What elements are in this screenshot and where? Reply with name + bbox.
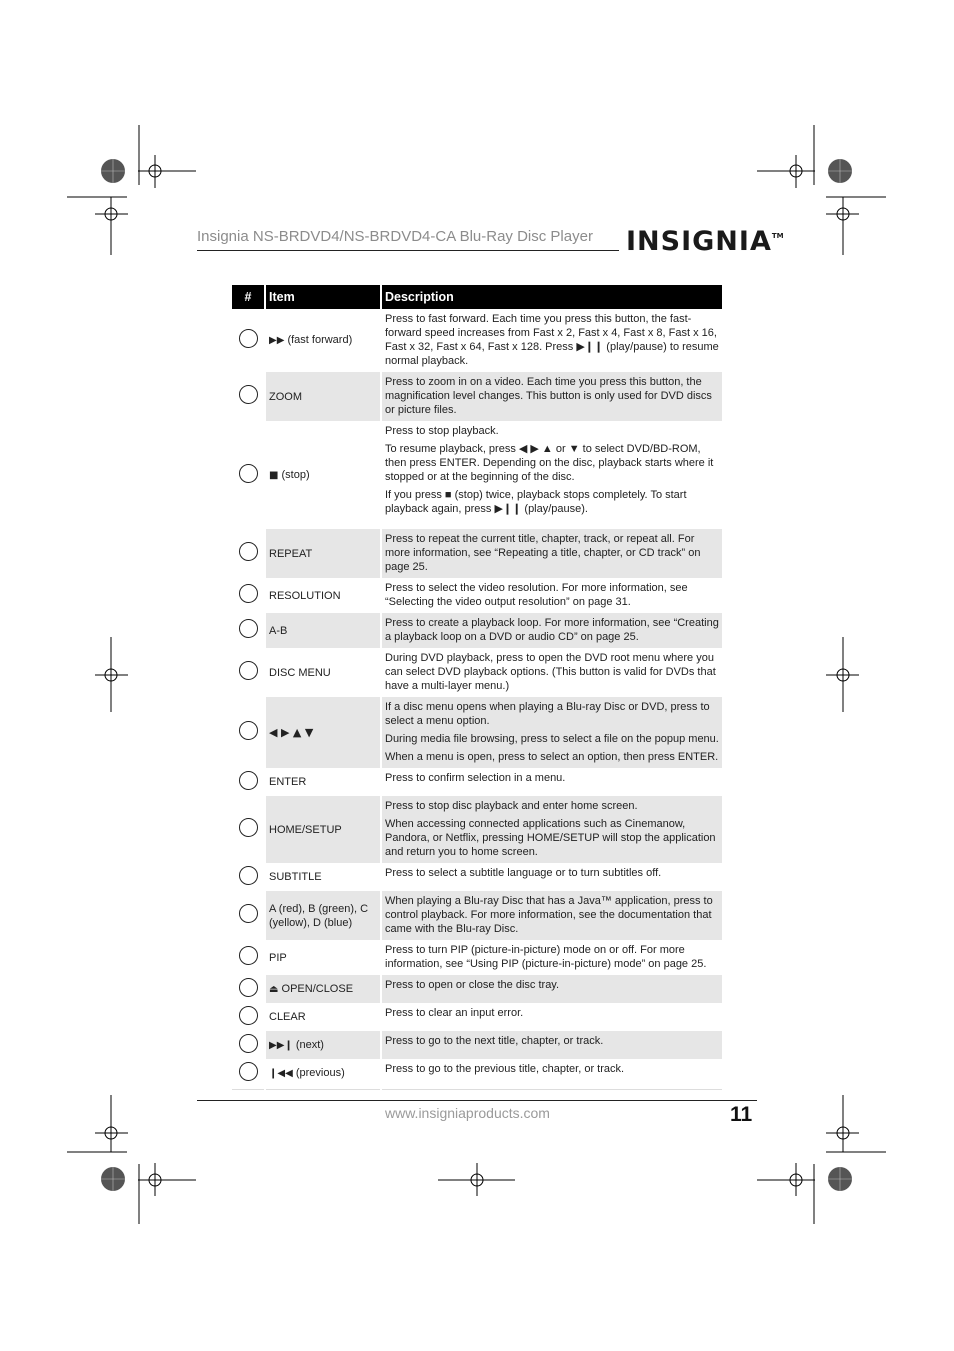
- callout-circle: [239, 1006, 258, 1025]
- description-cell: Press to zoom in on a video. Each time you press this button, the magnification level changes. This button is only used for DVD discs or picture files.: [381, 372, 722, 421]
- item-cell: A (red), B (green), C (yellow), D (blue): [265, 891, 381, 940]
- remote-buttons-table: [232, 285, 722, 1090]
- table-row: [232, 863, 722, 891]
- table-row: [232, 648, 722, 697]
- item-cell: REPEAT: [265, 529, 381, 578]
- callout-circle: [239, 978, 258, 997]
- stop-icon: ■: [269, 469, 279, 481]
- description-cell: Press to confirm selection in a menu.: [381, 768, 722, 796]
- description-cell: During DVD playback, press to open the DVD root menu where you can select DVD playback options. (This button is valid for DVDs that have a multi-layer menu.): [381, 648, 722, 697]
- description-cell: Press to stop playback. To resume playback, press ◀ ▶ ▲ or ▼ to select DVD/BD-ROM, then press ENTER. Depending on the disc, playback starts where it stopped or at the beginning of the disc. If you press ■ (stop) twice, playback stops completely. To start playback again, press ▶❙❙ (play/pause).: [381, 421, 722, 529]
- table-row: [232, 1003, 722, 1031]
- fast-forward-icon: ▶▶: [269, 335, 285, 346]
- description-cell: If a disc menu opens when playing a Blu-ray Disc or DVD, press to select a menu option. During media file browsing, press to select a file on the popup menu. When a menu is open, press to select an option, then press ENTER.: [381, 697, 722, 768]
- item-cell: ▶▶❙ (next): [265, 1031, 381, 1059]
- callout-circle: [239, 542, 258, 561]
- eject-icon: ⏏: [269, 983, 279, 995]
- callout-circle: [239, 866, 258, 885]
- item-cell: ■ (stop): [265, 421, 381, 529]
- table-row: [232, 578, 722, 613]
- table-row: [232, 975, 722, 1003]
- footer-divider: [197, 1100, 757, 1101]
- footer-url[interactable]: www.insigniaproducts.com: [385, 1105, 550, 1121]
- callout-circle: [239, 619, 258, 638]
- table-row: [232, 421, 722, 529]
- item-cell: SUBTITLE: [265, 863, 381, 891]
- next-icon: ▶▶❙: [269, 1039, 293, 1051]
- item-cell: ZOOM: [265, 372, 381, 421]
- description-cell: Press to clear an input error.: [381, 1003, 722, 1031]
- page-number: 11: [730, 1103, 753, 1126]
- column-header-number: #: [232, 285, 265, 309]
- previous-icon: ❙◀◀: [269, 1068, 293, 1080]
- callout-circle: [239, 904, 258, 923]
- item-cell: RESOLUTION: [265, 578, 381, 613]
- table-row: [232, 940, 722, 975]
- document-title: Insignia NS-BRDVD4/NS-BRDVD4-CA Blu-Ray Disc Player: [197, 228, 593, 245]
- table-row: [232, 891, 722, 940]
- item-cell: ❙◀◀ (previous): [265, 1059, 381, 1089]
- table-row: [232, 796, 722, 863]
- table-row: [232, 1031, 722, 1059]
- description-cell: When playing a Blu-ray Disc that has a Java™ application, press to control playback. For more information, see the documentation that came with the Blu-ray Disc.: [381, 891, 722, 940]
- callout-circle: [239, 946, 258, 965]
- insignia-logo: INSIGNIA™: [626, 226, 784, 257]
- description-cell: Press to select a subtitle language or to turn subtitles off.: [381, 863, 722, 891]
- item-cell: HOME/SETUP: [265, 796, 381, 863]
- column-header-item: Item: [265, 285, 381, 309]
- callout-circle: [239, 661, 258, 680]
- callout-circle: [239, 818, 258, 837]
- description-cell: Press to fast forward. Each time you press this button, the fast-forward speed increases from Fast x 2, Fast x 4, Fast x 8, Fast x 16, Fast x 32, Fast x 64, Fast x 128. Press ▶❙❙ (play/pause) to resume normal playback.: [381, 309, 722, 372]
- description-cell: Press to open or close the disc tray.: [381, 975, 722, 1003]
- description-cell: Press to go to the previous title, chapter, or track.: [381, 1059, 722, 1089]
- item-cell: ⏏ OPEN/CLOSE: [265, 975, 381, 1003]
- callout-circle: [239, 1034, 258, 1053]
- item-cell: A-B: [265, 613, 381, 648]
- callout-circle: [239, 329, 258, 348]
- column-header-description: Description: [381, 285, 722, 309]
- table-row: [232, 372, 722, 421]
- description-cell: Press to stop disc playback and enter home screen. When accessing connected applications such as Cinemanow, Pandora, or Netflix, pressing HOME/SETUP will stop the application and return you to home screen.: [381, 796, 722, 863]
- item-cell: CLEAR: [265, 1003, 381, 1031]
- item-cell: PIP: [265, 940, 381, 975]
- arrow-icons: ◀ ▶ ▲ ▼: [265, 697, 381, 768]
- header-divider: [197, 250, 619, 251]
- description-cell: Press to turn PIP (picture-in-picture) mode on or off. For more information, see “Using PIP (picture-in-picture) mode” on page 25.: [381, 940, 722, 975]
- callout-circle: [239, 721, 258, 740]
- table-row: [232, 529, 722, 578]
- table-row: [232, 613, 722, 648]
- item-cell: ▶▶ (fast forward): [265, 309, 381, 372]
- callout-circle: [239, 584, 258, 603]
- description-cell: Press to go to the next title, chapter, or track.: [381, 1031, 722, 1059]
- table-row: [232, 768, 722, 796]
- description-cell: Press to select the video resolution. For more information, see “Selecting the video output resolution” on page 31.: [381, 578, 722, 613]
- description-cell: Press to repeat the current title, chapter, track, or repeat all. For more information, see “Repeating a title, chapter, or CD track” on page 25.: [381, 529, 722, 578]
- description-cell: Press to create a playback loop. For more information, see “Creating a playback loop on a DVD or audio CD” on page 25.: [381, 613, 722, 648]
- item-cell: DISC MENU: [265, 648, 381, 697]
- item-cell: ENTER: [265, 768, 381, 796]
- callout-circle: [239, 464, 258, 483]
- table-row: [232, 697, 722, 768]
- table-row: [232, 1059, 722, 1089]
- callout-circle: [239, 1062, 258, 1081]
- table-header-row: [232, 285, 722, 309]
- callout-circle: [239, 385, 258, 404]
- table-row: [232, 309, 722, 372]
- callout-circle: [239, 771, 258, 790]
